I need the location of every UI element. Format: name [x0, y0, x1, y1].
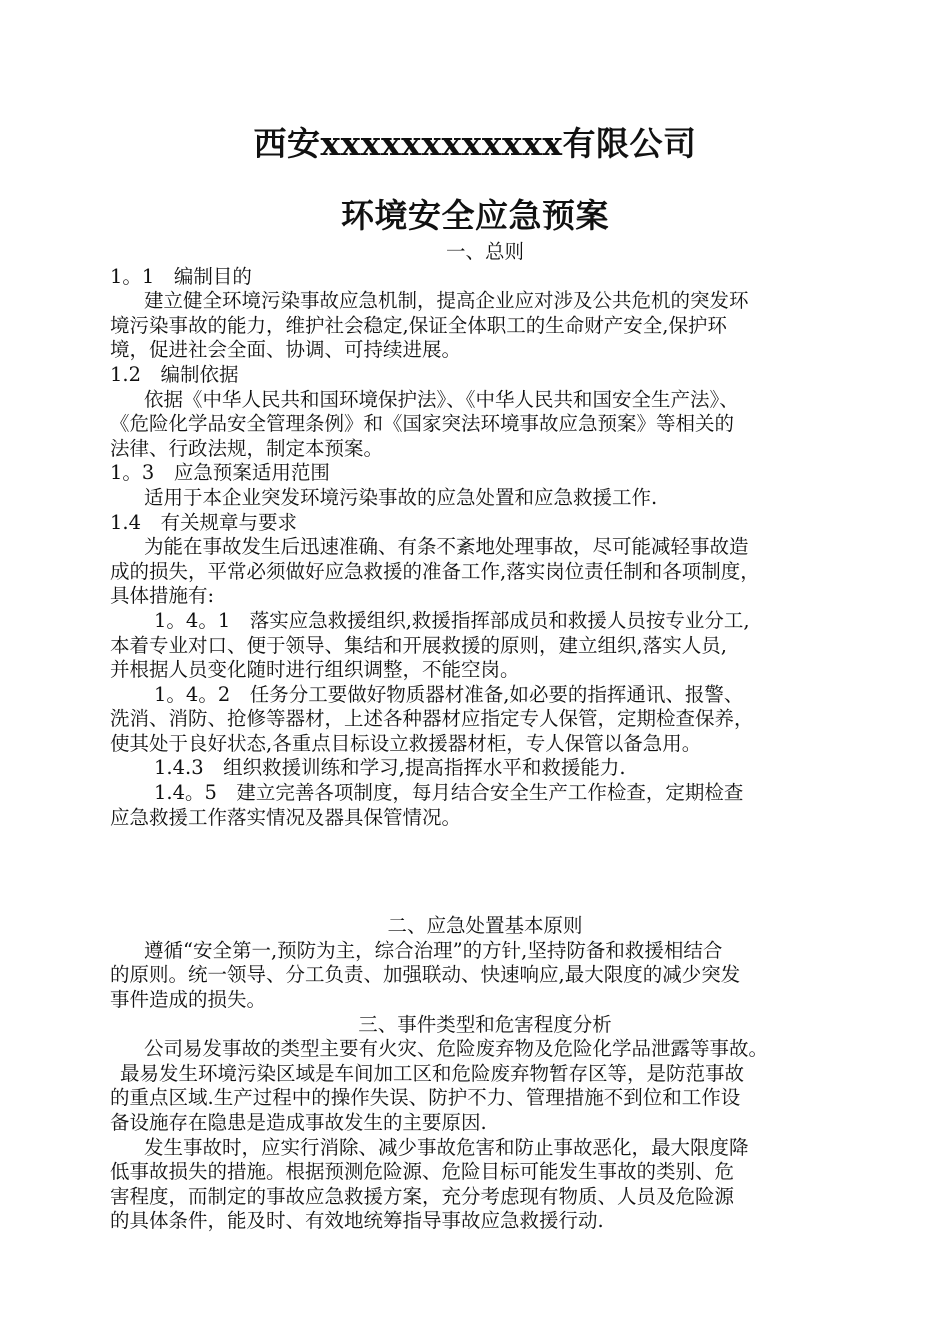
paragraph-line: 应急救援工作落实情况及器具保管情况。 — [110, 805, 462, 829]
paragraph-line: 法律、行政法规，制定本预案。 — [110, 436, 384, 460]
paragraph-line: 公司易发事故的类型主要有火灾、危险废弃物及危险化学品泄露等事故。 — [144, 1037, 769, 1061]
subsection-title-purpose: 1。1 编制目的 — [110, 264, 252, 288]
section-heading-analysis: 三、事件类型和危害程度分析 — [358, 1012, 612, 1036]
section-heading-general: 一、总则 — [445, 240, 524, 263]
paragraph-line: 使其处于良好状态,各重点目标设立救援器材柜，专人保管以备急用。 — [110, 731, 702, 755]
paragraph-line: 遵循“安全第一,预防为主，综合治理”的方针,坚持防备和救援相结合 — [144, 938, 723, 962]
paragraph-line: 洗消、消防、抢修等器材，上述各种器材应指定专人保管，定期检查保养， — [110, 707, 754, 731]
document-body — [110, 240, 860, 1234]
paragraph-line: 并根据人员变化随时进行组织调整，不能空岗。 — [110, 658, 520, 682]
paragraph-line: 本着专业对口、便于领导、集结和开展救援的原则，建立组织,落实人员, — [110, 633, 727, 657]
section-heading-principles: 二、应急处置基本原则 — [387, 914, 583, 938]
paragraph-line: 1。4。1 落实应急救援组织,救援指挥部成员和救援人员按专业分工, — [154, 608, 750, 632]
paragraph-line: 低事故损失的措施。根据预测危险源、危险目标可能发生事故的类别、危 — [110, 1160, 735, 1184]
paragraph-line: 适用于本企业突发环境污染事故的应急处置和应急救援工作. — [144, 485, 658, 509]
paragraph-line: 具体措施有: — [110, 584, 215, 608]
paragraph-line: 的具体条件，能及时、有效地统筹指导事故应急救援行动. — [110, 1209, 604, 1233]
paragraph-line: 为能在事故发生后迅速准确、有条不紊地处理事故，尽可能减轻事故造 — [144, 535, 749, 559]
paragraph-line: 最易发生环境污染区域是车间加工区和危险废弃物暂存区等，是防范事故 — [120, 1061, 745, 1085]
subsection-title-rules: 1.4 有关规章与要求 — [110, 510, 298, 534]
paragraph-line: 害程度，而制定的事故应急救援方案，充分考虑现有物质、人员及危险源 — [110, 1184, 735, 1208]
blank-space — [110, 830, 860, 914]
paragraph-line: 发生事故时，应实行消除、减少事故危害和防止事故恶化，最大限度降 — [144, 1135, 749, 1159]
paragraph-line: 的重点区域.生产过程中的操作失误、防护不力、管理措施不到位和工作设 — [110, 1086, 741, 1110]
paragraph-line: 成的损失，平常必须做好应急救援的准备工作,落实岗位责任制和各项制度， — [110, 559, 760, 583]
paragraph-line: 依据《中华人民共和国环境保护法》、《中华人民共和国安全生产法》、 — [144, 387, 739, 411]
paragraph-line: 1。4。2 任务分工要做好物质器材准备,如必要的指挥通讯、报警、 — [154, 682, 744, 706]
paragraph-line: 境，促进社会全面、协调、可持续进展。 — [110, 338, 462, 362]
subsection-title-basis: 1.2 编制依据 — [110, 362, 239, 386]
paragraph-line: 1.4.3 组织救援训练和学习,提高指挥水平和救援能力. — [154, 756, 626, 780]
paragraph-line: 1.4。5 建立完善各项制度，每月结合安全生产工作检查，定期检查 — [154, 781, 744, 805]
paragraph-line: 事件造成的损失。 — [110, 988, 267, 1012]
paragraph-line: 《危险化学品安全管理条例》和《国家突法环境事故应急预案》等相关的 — [110, 412, 735, 436]
paragraph-line: 的原则。统一领导、分工负责、加强联动、快速响应,最大限度的减少突发 — [110, 963, 741, 987]
paragraph-line: 境污染事故的能力，维护社会稳定,保证全体职工的生命财产安全,保护环 — [110, 313, 727, 337]
plan-title: 环境安全应急预案 — [341, 196, 609, 235]
company-title: 西安xxxxxxxxxxxx有限公司 — [253, 124, 697, 163]
paragraph-line: 建立健全环境污染事故应急机制，提高企业应对涉及公共危机的突发环 — [144, 289, 749, 313]
subsection-title-scope: 1。3 应急预案适用范围 — [110, 461, 330, 485]
paragraph-line: 备设施存在隐患是造成事故发生的主要原因. — [110, 1111, 487, 1134]
